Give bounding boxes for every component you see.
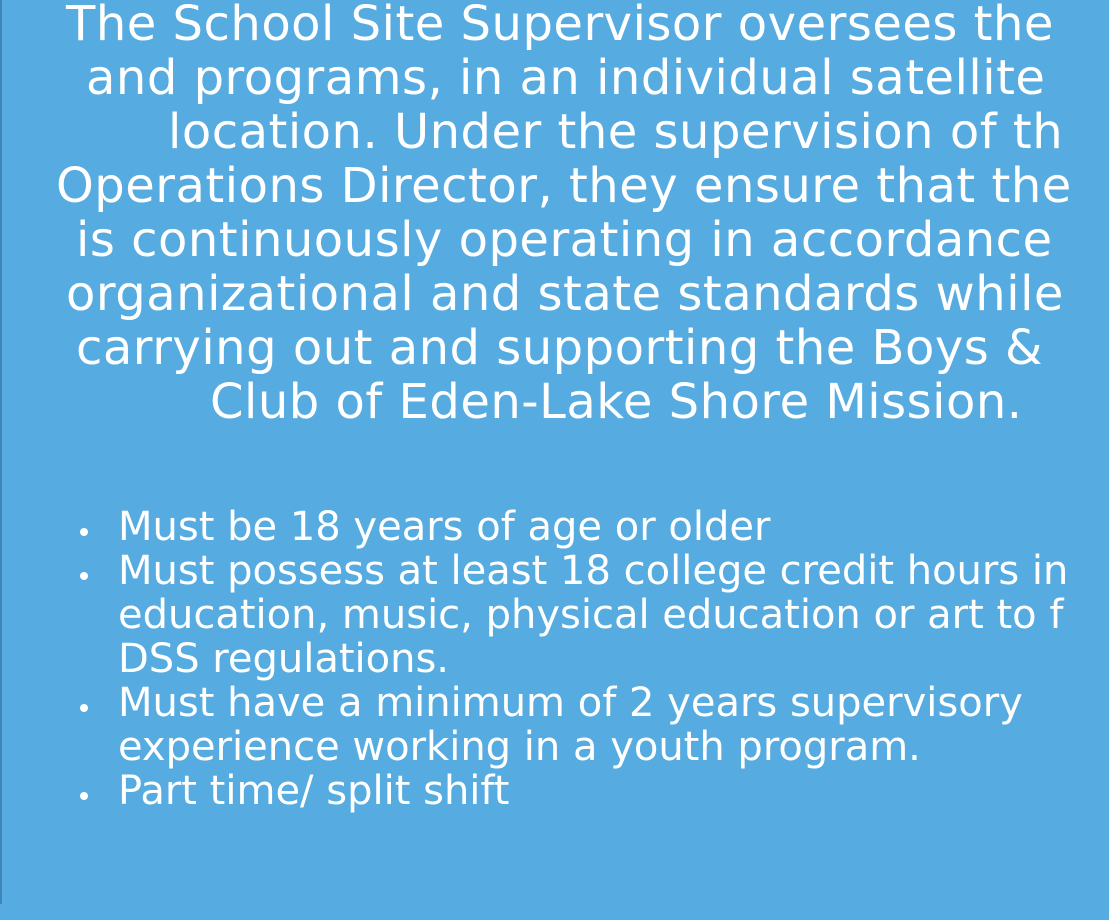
requirement-item — [70, 681, 1109, 769]
description-line: location. Under the supervision of th — [168, 104, 1064, 160]
description-line: Club of Eden-Lake Shore Mission. — [210, 374, 1023, 430]
requirements-list — [70, 505, 1109, 813]
cut-off-heading — [440, 880, 860, 920]
requirement-item — [70, 769, 1109, 813]
requirement-text: Must have a minimum of 2 years supervisory — [118, 680, 1023, 726]
requirement-text: Part time/ split shift — [118, 768, 510, 814]
description-line: Operations Director, they ensure that the — [56, 158, 1072, 214]
description-line: The School Site Supervisor oversees the — [66, 0, 1054, 52]
requirement-text: experience working in a youth program. — [118, 724, 921, 770]
requirement-text: Must possess at least 18 college credit hours in — [118, 548, 1069, 594]
requirement-item — [70, 505, 1109, 549]
requirement-text: DSS regulations. — [118, 636, 450, 682]
description-line: organizational and state standards while — [66, 266, 1064, 322]
description-line: and programs, in an individual satellite — [86, 50, 1046, 106]
bullet-icon — [80, 528, 88, 536]
job-description — [0, 0, 1109, 437]
description-line: carrying out and supporting the Boys & — [76, 320, 1043, 376]
bullet-icon — [80, 792, 88, 800]
requirement-text: education, music, physical education or art to f — [118, 592, 1064, 638]
requirement-text: Must be 18 years of age or older — [118, 504, 771, 550]
bullet-icon — [80, 572, 88, 580]
bullet-icon — [80, 704, 88, 712]
requirement-item — [70, 549, 1109, 681]
description-line: is continuously operating in accordance — [76, 212, 1053, 268]
